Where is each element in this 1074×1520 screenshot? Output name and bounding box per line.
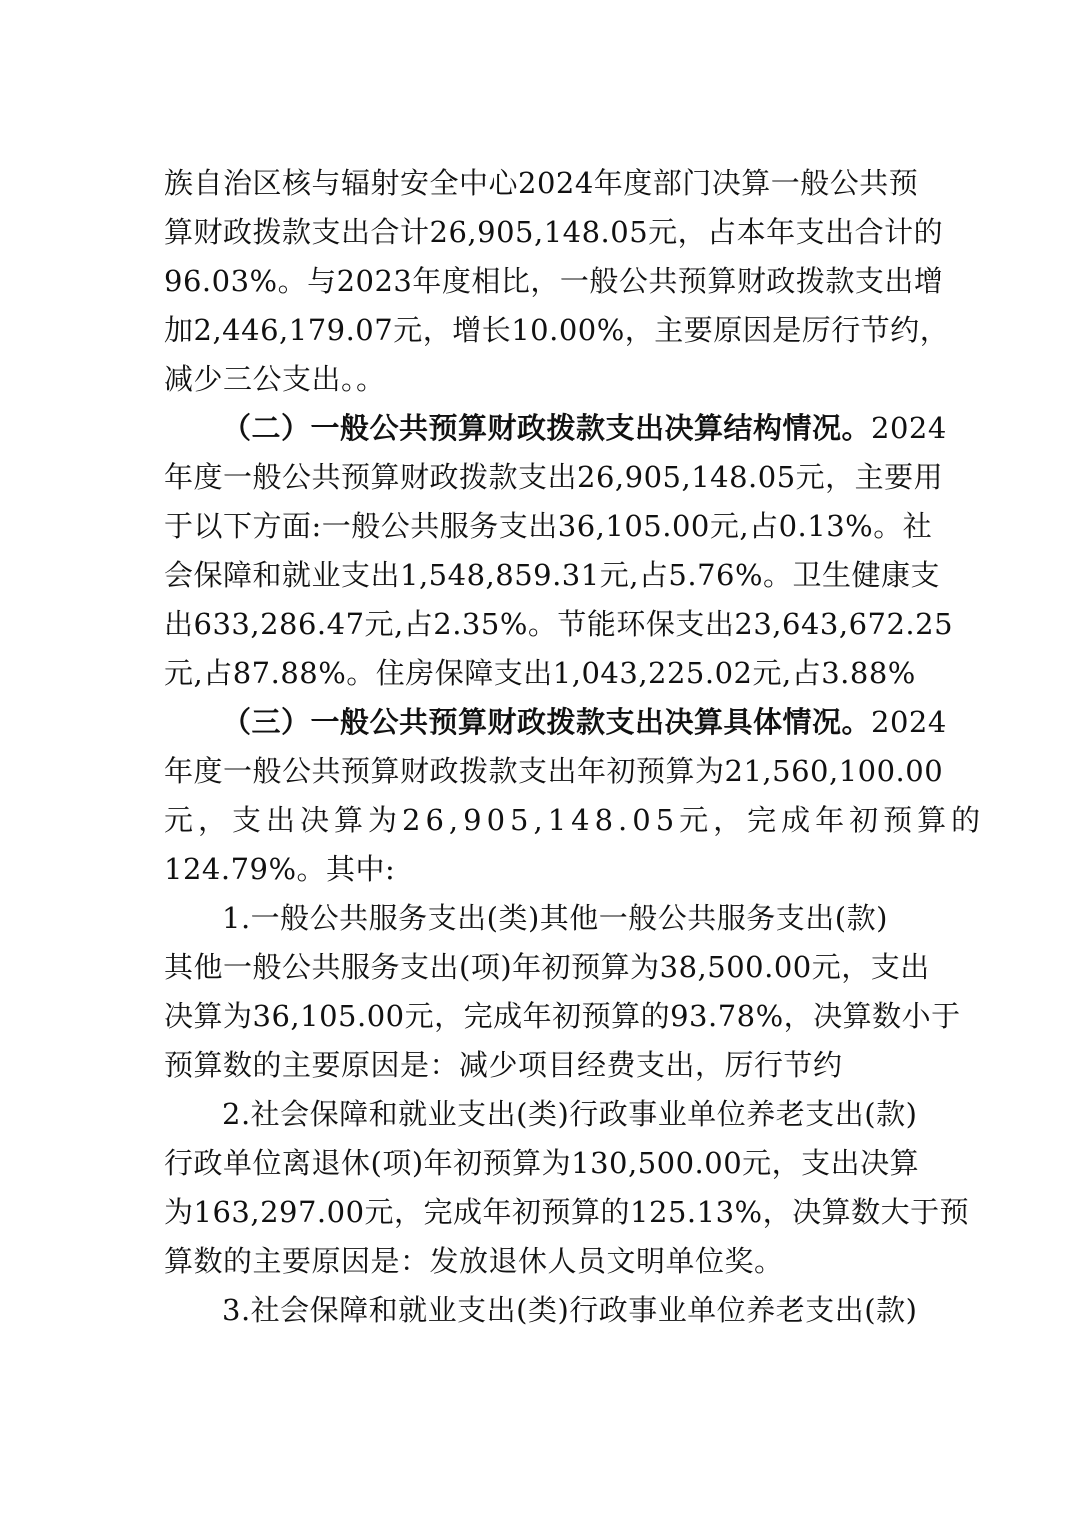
- text-line: 算财政拨款支出合计26,905,148.05元，占本年支出合计的: [164, 215, 944, 249]
- text-line: 年度一般公共预算财政拨款支出26,905,148.05元，主要用: [164, 460, 944, 494]
- list-item-1: 1.一般公共服务支出(类)其他一般公共服务支出(款): [222, 901, 888, 935]
- list-item-3: 3.社会保障和就业支出(类)行政事业单位养老支出(款): [222, 1293, 918, 1327]
- text-line: 元,占87.88%。住房保障支出1,043,225.02元,占3.88%: [164, 656, 916, 690]
- text-line: 124.79%。其中:: [164, 852, 396, 886]
- section-heading-3: （三）一般公共预算财政拨款支出决算具体情况。: [222, 705, 872, 739]
- text-line: 决算为36,105.00元，完成年初预算的93.78%，决算数小于: [164, 999, 961, 1033]
- text-line: 96.03%。与2023年度相比，一般公共预算财政拨款支出增: [164, 264, 944, 298]
- section-heading-line: [164, 404, 947, 453]
- list-item-2: 2.社会保障和就业支出(类)行政事业单位养老支出(款): [222, 1097, 918, 1131]
- section-heading-line: [164, 698, 947, 747]
- text-line: 出633,286.47元,占2.35%。节能环保支出23,643,672.25: [164, 607, 954, 641]
- text-line: 会保障和就业支出1,548,859.31元,占5.76%。卫生健康支: [164, 558, 941, 592]
- text-line: 其他一般公共服务支出(项)年初预算为38,500.00元，支出: [164, 950, 930, 984]
- section-heading-2: （二）一般公共预算财政拨款支出决算结构情况。: [222, 411, 872, 445]
- text-line: 加2,446,179.07元，增长10.00%，主要原因是厉行节约，: [164, 313, 950, 347]
- text-line: 族自治区核与辐射安全中心2024年度部门决算一般公共预: [164, 166, 919, 200]
- text-fragment: 2024: [871, 705, 947, 739]
- text-line: 预算数的主要原因是：减少项目经费支出，厉行节约: [164, 1048, 843, 1082]
- text-fragment: 2024: [871, 411, 947, 445]
- text-line: 算数的主要原因是：发放退休人员文明单位奖。: [164, 1244, 784, 1278]
- text-line: 为163,297.00元，完成年初预算的125.13%，决算数大于预: [164, 1195, 970, 1229]
- text-line: 元，支出决算为26,905,148.05元，完成年初预算的: [164, 803, 986, 837]
- text-line: 于以下方面:一般公共服务支出36,105.00元,占0.13%。社: [164, 509, 933, 543]
- body-text: [164, 159, 986, 1335]
- text-line: 年度一般公共预算财政拨款支出年初预算为21,560,100.00: [164, 754, 944, 788]
- text-line: 行政单位离退休(项)年初预算为130,500.00元，支出决算: [164, 1146, 920, 1180]
- text-line: 减少三公支出。。: [164, 362, 386, 396]
